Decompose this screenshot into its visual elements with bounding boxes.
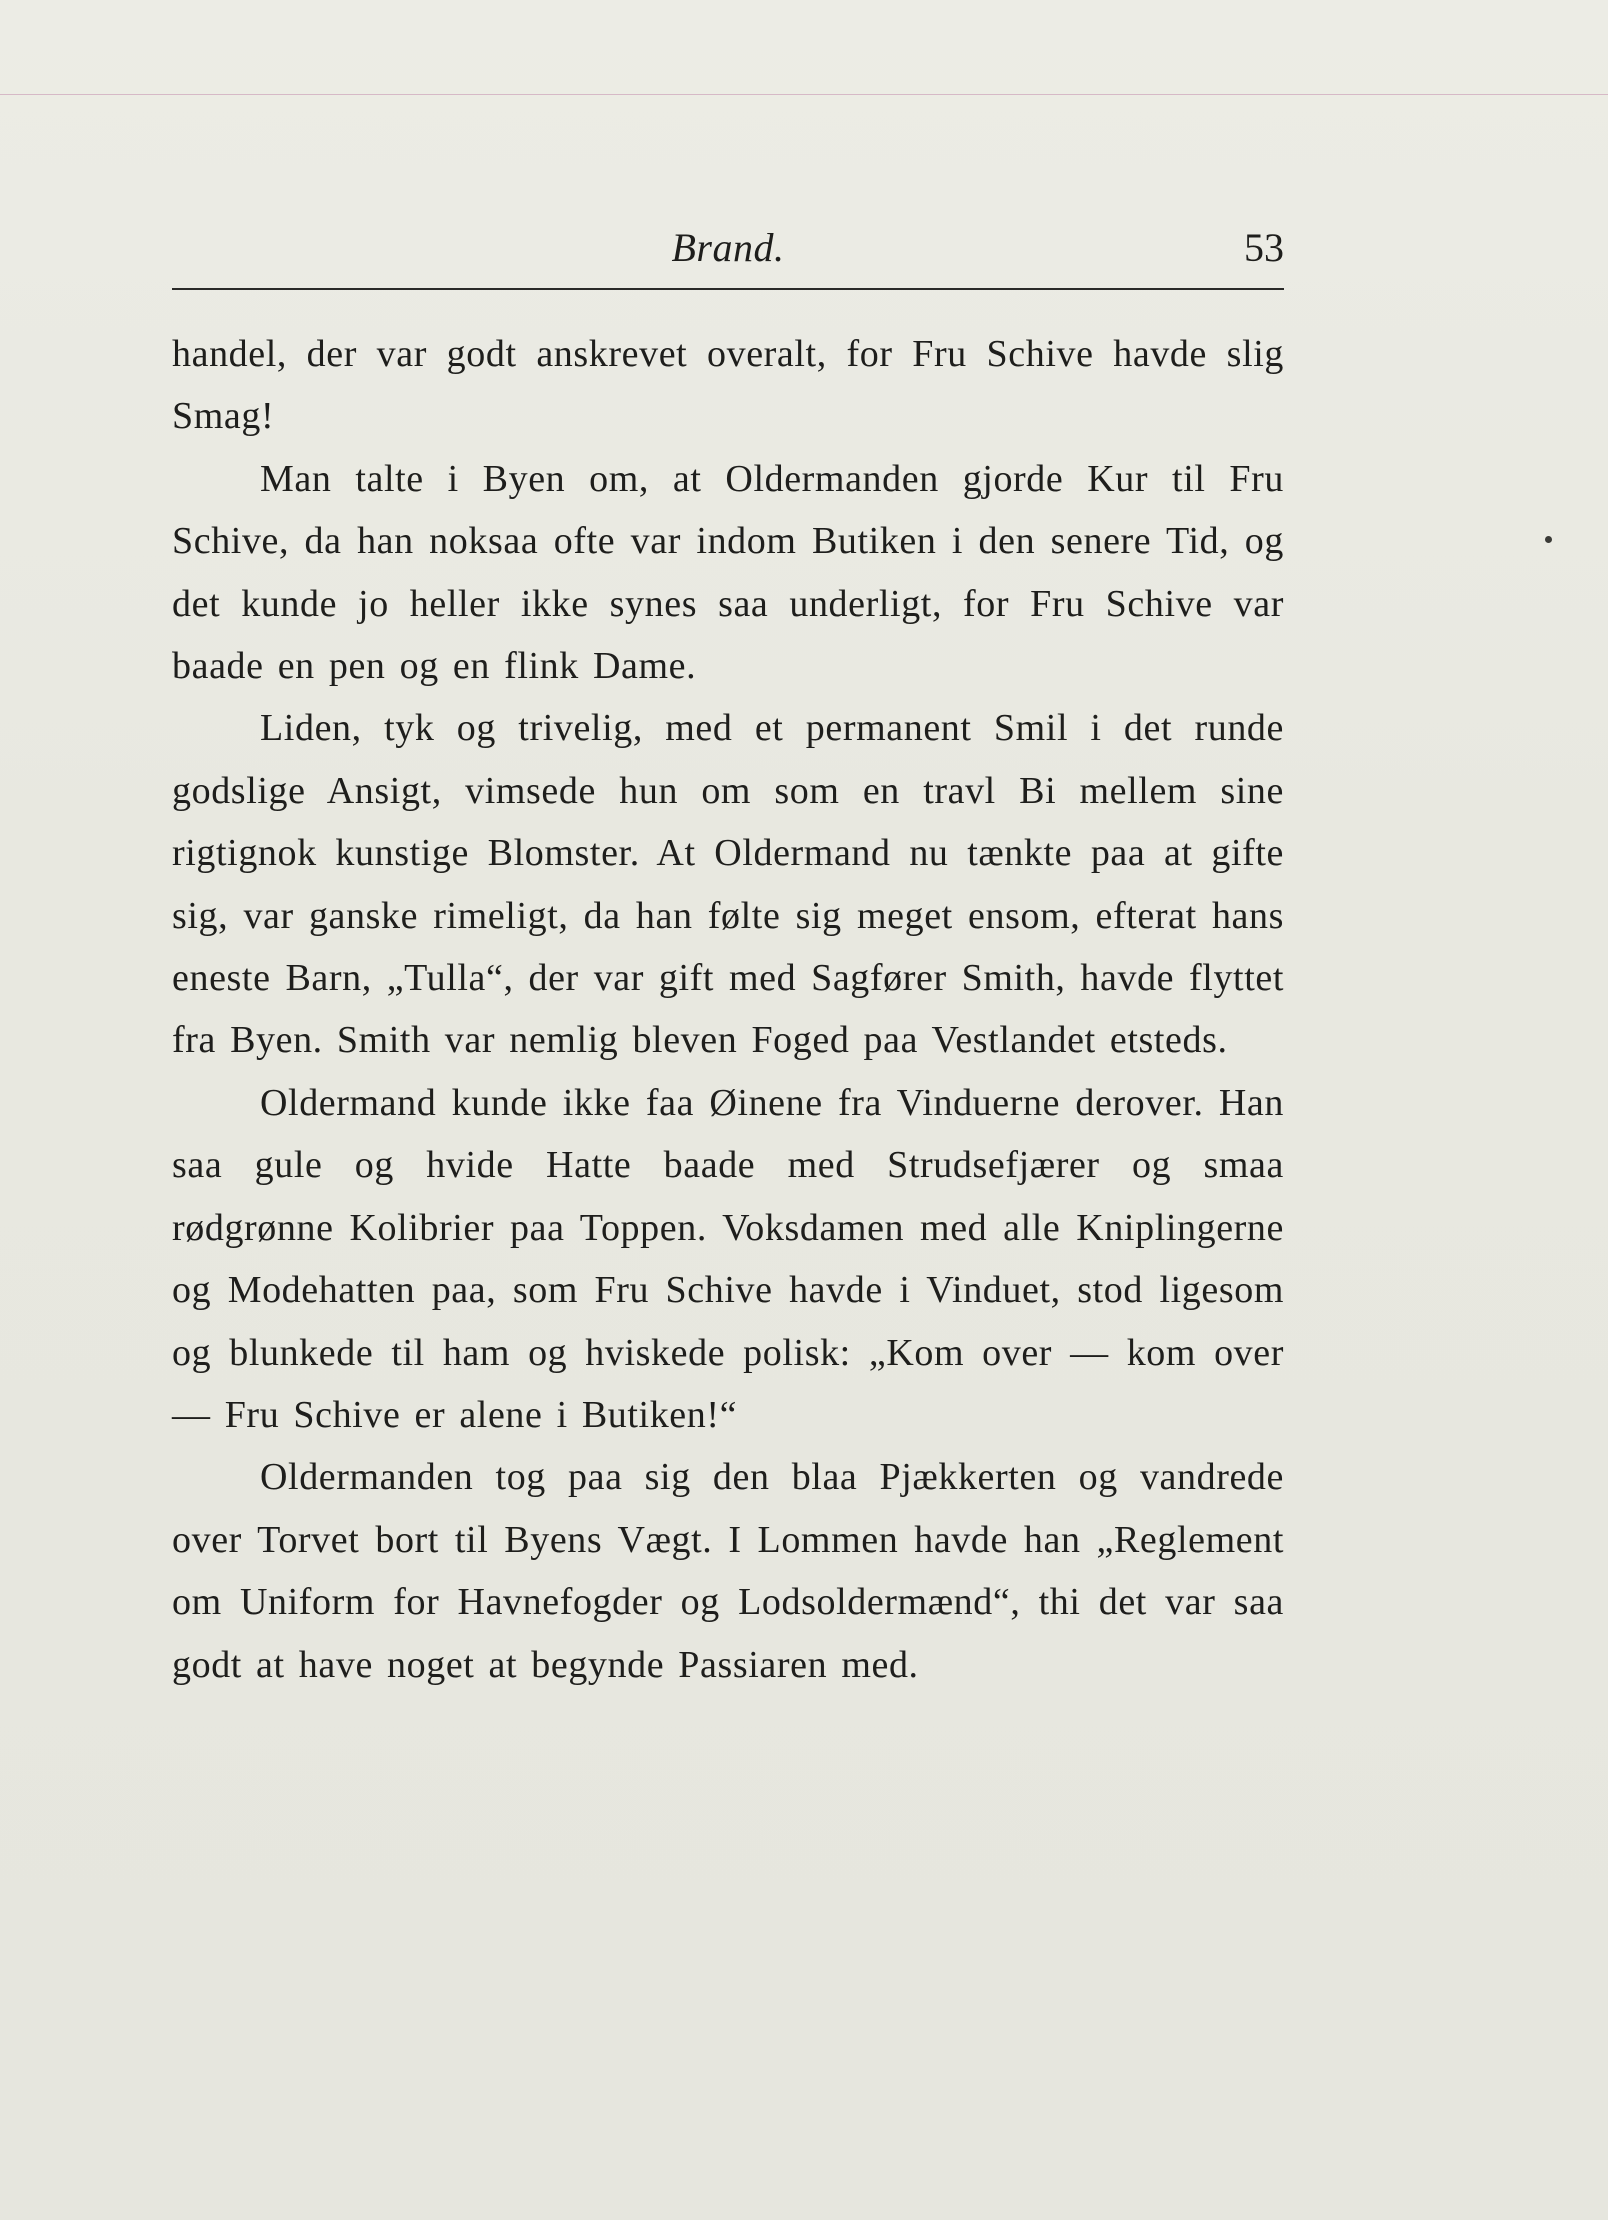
body-text — [172, 323, 1284, 1696]
paragraph-continued: handel, der var godt anskrevet overalt, for Fru Schive havde slig Smag! — [172, 333, 1284, 438]
running-title: Brand. — [671, 225, 785, 270]
paragraph: Man talte i Byen om, at Oldermanden gjorde Kur til Fru Schive, da han noksaa ofte var indom Butiken i den senere Tid, og det kunde jo heller ikke synes saa underligt, for Fru Schive var baade en pen og en flink Dame. — [172, 457, 1284, 688]
running-header — [172, 218, 1284, 278]
paragraph: Oldermanden tog paa sig den blaa Pjækkerten og vandrede over Torvet bort til Byens Vægt. I Lommen havde han „Reglement om Uniform for Havnefogder og Lodsoldermænd“, thi det var saa godt at have noget at begynde Passiaren med. — [172, 1456, 1284, 1686]
page-number: 53 — [1244, 225, 1284, 270]
page-edge-line — [0, 94, 1608, 95]
paragraph: Oldermand kunde ikke faa Øinene fra Vinduerne derover. Han saa gule og hvide Hatte baade med Strudsefjærer og smaa rødgrønne Kolibrier paa Toppen. Voksdamen med alle Kniplingerne og Modehatten paa, som Fru Schive havde i Vinduet, stod ligesom og blunkede til ham og hviskede polisk: „Kom over — kom over — Fru Schive er alene i Butiken!“ — [172, 1081, 1284, 1436]
header-rule — [172, 288, 1284, 290]
ink-speck — [1545, 536, 1552, 543]
paragraph: Liden, tyk og trivelig, med et permanent Smil i det runde godslige Ansigt, vimsede hun om som en travl Bi mellem sine rigtignok kunstige Blomster. At Oldermand nu tænkte paa at gifte sig, var ganske rimeligt, da han følte sig meget ensom, efterat hans eneste Barn, „Tulla“, der var gift med Sagfører Smith, havde flyttet fra Byen. Smith var nemlig bleven Foged paa Vestlandet etsteds. — [172, 707, 1284, 1062]
